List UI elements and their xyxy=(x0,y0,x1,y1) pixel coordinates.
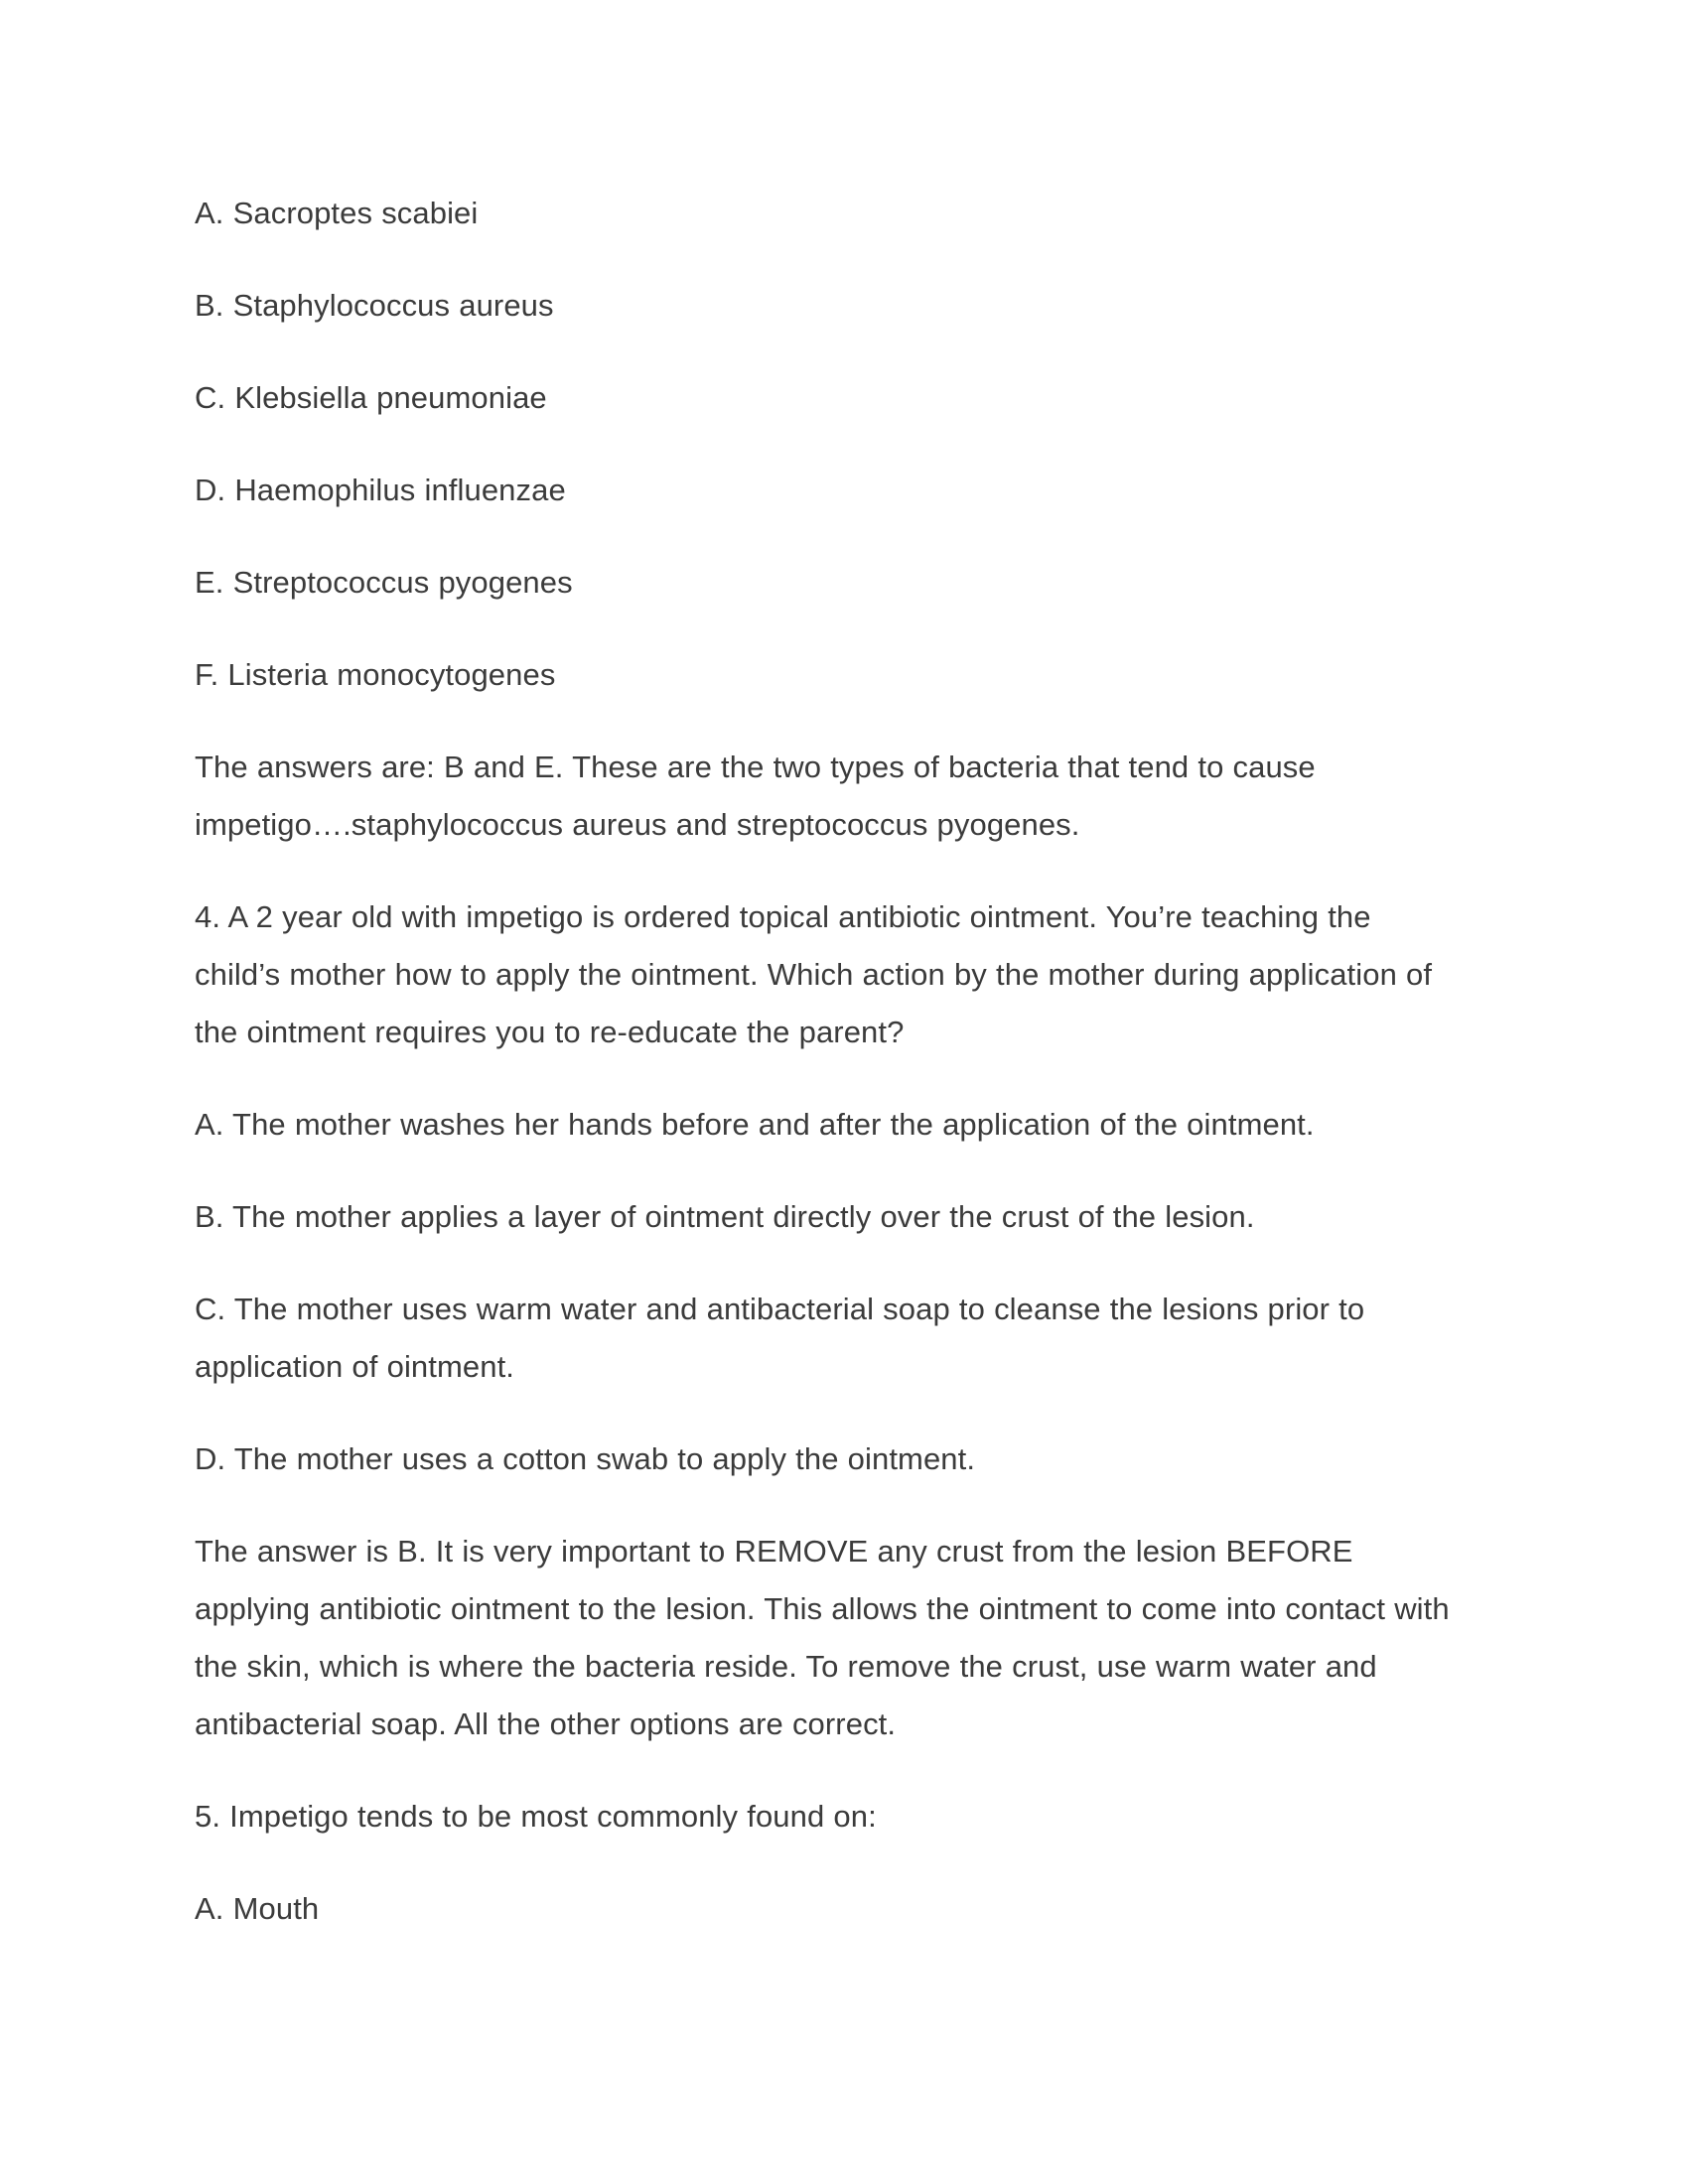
document-text-body xyxy=(195,185,1465,1938)
answer-option-q3-f: F. Listeria monocytogenes xyxy=(195,657,556,692)
answer-option-q4-b: B. The mother applies a layer of ointment directly over the crust of the lesion. xyxy=(195,1199,1255,1234)
answer-option-q3-c: C. Klebsiella pneumoniae xyxy=(195,380,547,415)
answer-option-q3-e: E. Streptococcus pyogenes xyxy=(195,565,573,600)
answer-option-q4-d: D. The mother uses a cotton swab to apply the ointment. xyxy=(195,1441,976,1476)
question-5-stem: 5. Impetigo tends to be most commonly found on: xyxy=(195,1799,877,1834)
answer-option-q4-a: A. The mother washes her hands before and after the application of the ointment. xyxy=(195,1107,1315,1142)
answer-option-q3-d: D. Haemophilus influenzae xyxy=(195,473,566,507)
question-4-stem: 4. A 2 year old with impetigo is ordered topical antibiotic ointment. You’re teaching the child’s mother how to apply the ointment. Which action by the mother during application of the ointment requires you to re-educate the parent? xyxy=(195,899,1433,1049)
answer-option-q3-a: A. Sacroptes scabiei xyxy=(195,196,479,230)
answer-option-q5-a: A. Mouth xyxy=(195,1891,320,1926)
answer-option-q3-b: B. Staphylococcus aureus xyxy=(195,288,554,323)
answer-explanation-q3: The answers are: B and E. These are the two types of bacteria that tend to cause impetigo….staphylococcus aureus and streptococcus pyogenes. xyxy=(195,750,1316,842)
answer-explanation-q4: The answer is B. It is very important to REMOVE any crust from the lesion BEFORE applying antibiotic ointment to the lesion. This allows the ointment to come into contact with the skin, which is where the bacteria reside. To remove the crust, use warm water and antibacterial soap. All the other options are correct. xyxy=(195,1534,1450,1741)
answer-option-q4-c: C. The mother uses warm water and antibacterial soap to cleanse the lesions prior to application of ointment. xyxy=(195,1292,1365,1384)
